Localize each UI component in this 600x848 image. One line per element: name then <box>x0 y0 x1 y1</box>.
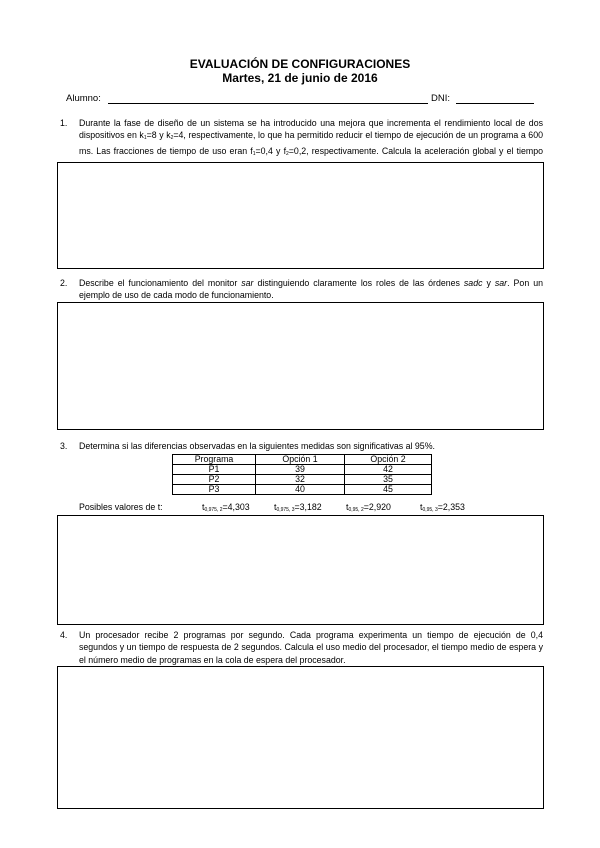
table-cell: 35 <box>345 475 432 485</box>
dni-label: DNI: <box>431 93 450 104</box>
t-value: $t_{0,95, 3}=2,353$ <box>420 502 465 513</box>
answer-box-2[interactable] <box>57 302 544 430</box>
question-number: 1. <box>60 118 68 128</box>
t-values-label: Posibles valores de t: <box>79 502 163 512</box>
table-cell: 40 <box>256 485 345 495</box>
student-name-label: Alumno: <box>66 93 101 104</box>
table-cell: P2 <box>173 475 256 485</box>
table-cell: 39 <box>256 465 345 475</box>
student-name-field[interactable] <box>108 103 428 104</box>
exam-date: Martes, 21 de junio de 2016 <box>222 71 378 85</box>
table-header: Opción 1 <box>256 455 345 465</box>
question-text: Determina si las diferencias observadas en la siguientes medidas son significativas al 95%. <box>79 441 435 451</box>
question-text: Un procesador recibe 2 programas por segundo. Cada programa experimenta un tiempo de ejecución de 0,4 segundos y un tiempo de respuesta de 2 segundos. Calcula el uso medio del procesador, el tiempo medio de espera y el número medio de programas en la cola de espera del procesador. <box>79 630 543 665</box>
answer-box-3[interactable] <box>57 515 544 625</box>
measurements-table <box>172 454 432 495</box>
table-cell: P3 <box>173 485 256 495</box>
t-value: $t_{0,975, 2}=4,303$ <box>202 502 250 513</box>
table-cell: 42 <box>345 465 432 475</box>
table-row <box>173 475 432 485</box>
t-value: $t_{0,975, 3}=3,182$ <box>274 502 322 513</box>
question-number: 2. <box>60 278 68 288</box>
t-value: $t_{0,95, 2}=2,920$ <box>346 502 391 513</box>
question-text: Durante la fase de diseño de un sistema se ha introducido una mejora que incrementa el rendimiento local de dos dispositivos en $k_1=8$ y $k_2=4$, respectivamente, lo que ha permitido reducir el tiempo de ejecución de un programa a 600 ms. Las fracciones de tiempo de uso eran $f_1=0,4$ y $f_2=0,2$, respectivamente. Calcula la aceleración global y el tiempo <box>79 118 543 157</box>
table-header-row <box>173 455 432 465</box>
table-header: Programa <box>173 455 256 465</box>
table-row <box>173 465 432 475</box>
question-number: 4. <box>60 630 68 640</box>
answer-box-4[interactable] <box>57 666 544 809</box>
answer-box-1[interactable] <box>57 162 544 269</box>
table-cell: 45 <box>345 485 432 495</box>
table-cell: P1 <box>173 465 256 475</box>
student-info-row <box>66 93 536 107</box>
table-row <box>173 485 432 495</box>
dni-field[interactable] <box>456 103 534 104</box>
table-cell: 32 <box>256 475 345 485</box>
question-text: Describe el funcionamiento del monitor sar distinguiendo claramente los roles de las órdenes sadc y sar. Pon un ejemplo de uso de cada modo de funcionamiento. <box>79 278 543 301</box>
question-number: 3. <box>60 441 68 451</box>
exam-title: EVALUACIÓN DE CONFIGURACIONES <box>189 57 411 71</box>
table-header: Opción 2 <box>345 455 432 465</box>
